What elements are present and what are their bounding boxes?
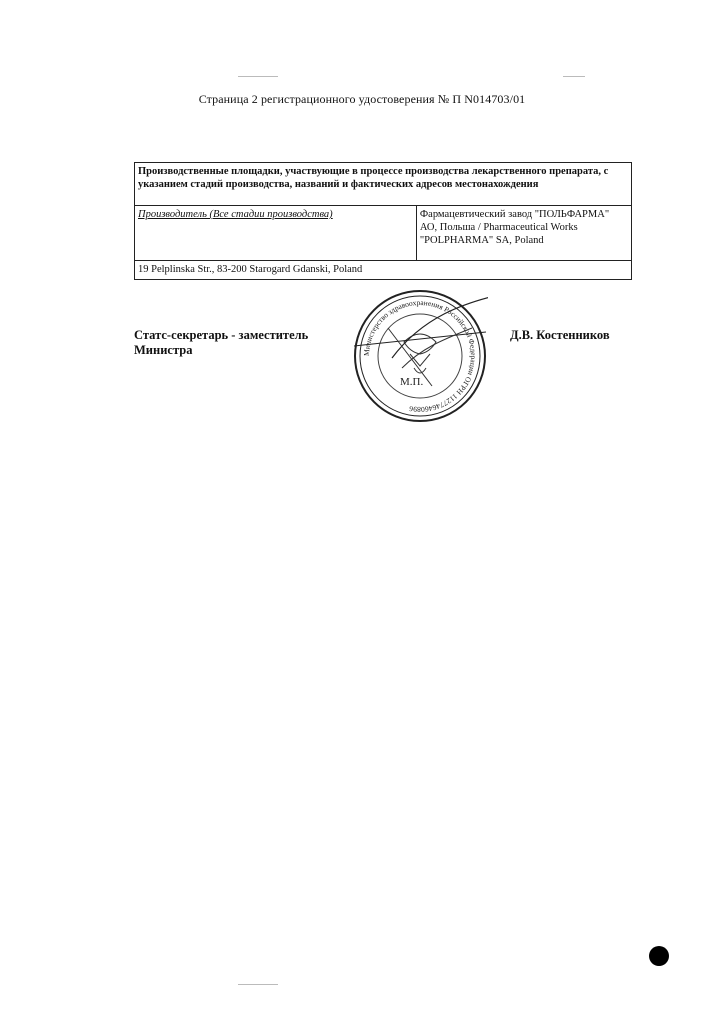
signatory-position — [134, 328, 308, 358]
signatory-position-line2: Министра — [134, 343, 193, 357]
producer-role-cell: Производитель (Все стадии производства) — [135, 206, 417, 261]
scan-noise — [238, 76, 278, 77]
signatory-name: Д.В. Костенников — [510, 328, 610, 342]
scan-noise — [238, 984, 278, 985]
production-sites-table — [134, 162, 632, 280]
svg-text:Министерство здравоохранения Р — [362, 298, 478, 414]
signatory-position-line1: Статс-секретарь - заместитель — [134, 328, 309, 342]
producer-address-cell: 19 Pelplinska Str., 83-200 Starogard Gdanski, Poland — [135, 261, 632, 280]
scan-artifact-dot — [649, 946, 669, 966]
page-header: Страница 2 регистрационного удостоверения № П N014703/01 — [198, 92, 526, 106]
scan-noise — [563, 76, 585, 77]
table-row-heading — [135, 163, 632, 206]
table-heading-cell: Производственные площадки, участвующие в процессе производства лекарственного препарата, с указанием стадий производства, названий и фактических адресов местонахождения — [135, 163, 632, 206]
table-row-producer — [135, 206, 632, 261]
official-seal-icon — [352, 288, 488, 424]
table-row-address — [135, 261, 632, 280]
seal-stamp-mark: М.П. — [400, 376, 424, 388]
producer-name-cell: Фармацевтический завод "ПОЛЬФАРМА" АО, Польша / Pharmaceutical Works "POLPHARMA" SA, Poland — [416, 206, 631, 261]
seal-ring-text: Министерство здравоохранения Российской Федерации ОГРН 1127746460896 — [361, 297, 479, 415]
